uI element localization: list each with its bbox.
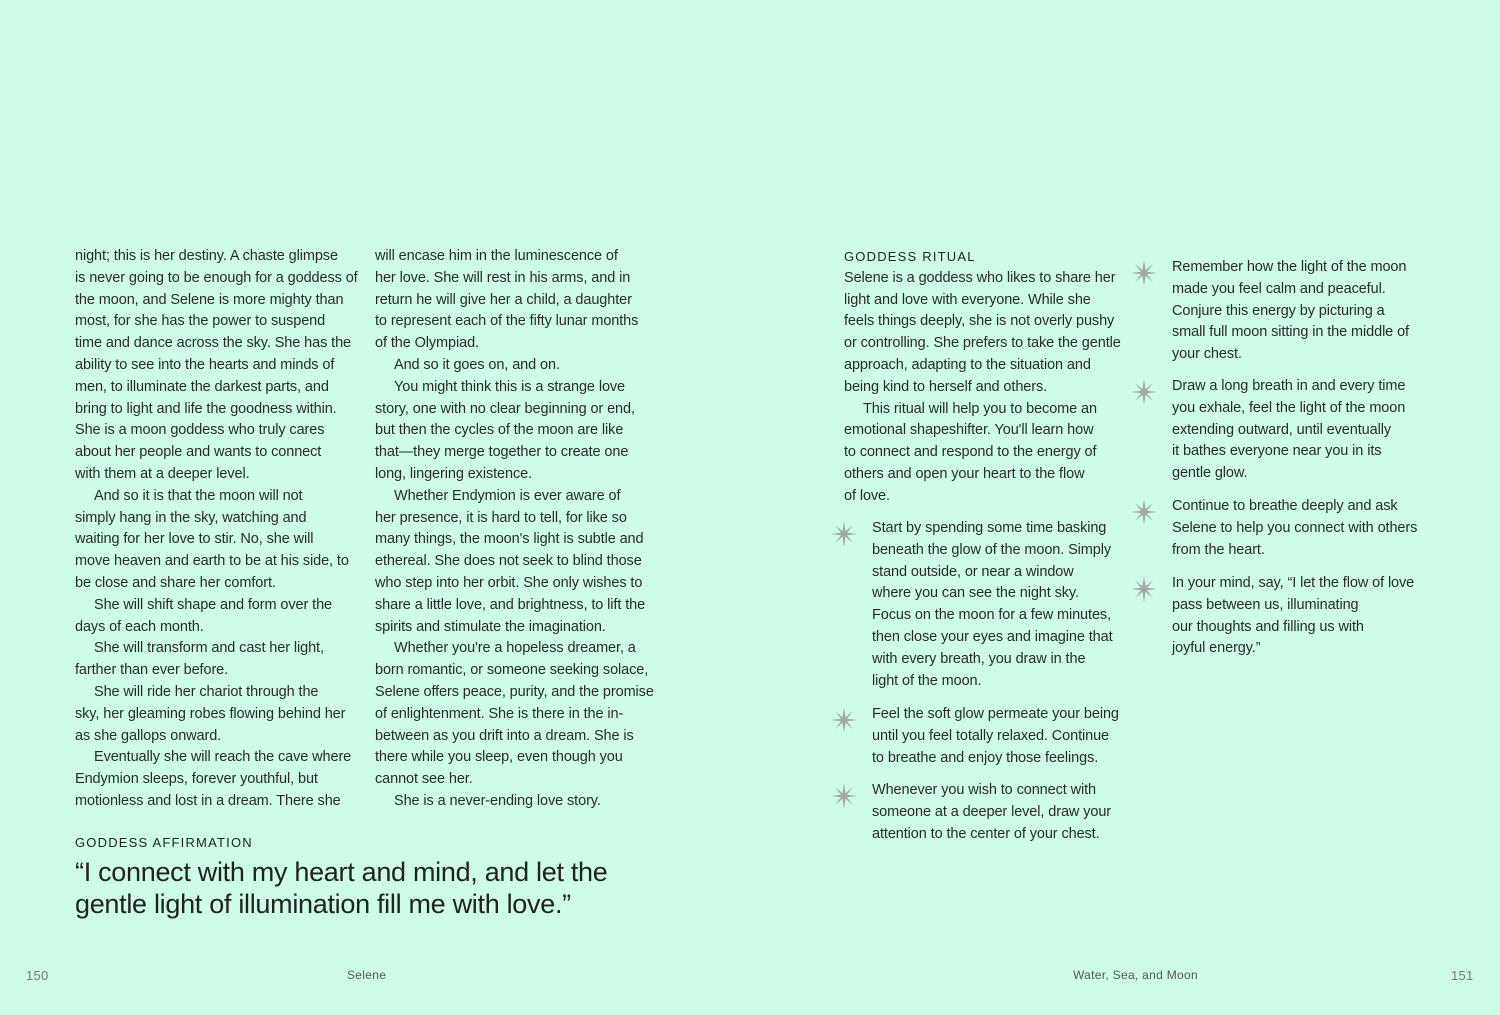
text-line: being kind to herself and others. xyxy=(844,378,1048,395)
text-line: until you feel totally relaxed. Continue xyxy=(872,727,1110,744)
text-line: small full moon sitting in the middle of xyxy=(1172,324,1409,341)
text-line: She is a moon goddess who truly cares xyxy=(75,422,325,439)
text-line: her love. She will rest in his arms, and in xyxy=(375,269,631,286)
text-line: there while you sleep, even though you xyxy=(375,749,623,766)
text-line: farther than ever before. xyxy=(75,662,229,679)
ritual-step-1 xyxy=(872,518,1113,692)
text-line: This ritual will help you to become an xyxy=(863,400,1097,417)
text-line: stand outside, or near a window xyxy=(872,563,1074,580)
text-line: share a little love, and brightness, to lift the xyxy=(375,596,646,613)
text-line: Remember how the light of the moon xyxy=(1172,259,1407,275)
text-line: then close your eyes and imagine that xyxy=(872,628,1113,645)
text-line: She will ride her chariot through the xyxy=(94,683,319,700)
text-line: approach, adapting to the situation and xyxy=(844,356,1091,373)
text-line: others and open your heart to the flow xyxy=(844,465,1085,482)
text-line: long, lingering existence. xyxy=(375,465,532,482)
ritual-step-6 xyxy=(1172,496,1417,561)
text-line: about her people and wants to connect xyxy=(75,444,322,461)
text-line: spirits and stimulate the imagination. xyxy=(375,618,606,635)
text-line: ethereal. She does not seek to blind those xyxy=(375,553,642,570)
text-line: or controlling. She prefers to take the gentle xyxy=(844,335,1121,352)
text-line: light of the moon. xyxy=(872,672,982,689)
text-line: Feel the soft glow permeate your being xyxy=(872,706,1119,722)
text-line: In your mind, say, “I let the flow of love xyxy=(1172,575,1415,591)
text-line: of the Olympiad. xyxy=(375,335,479,352)
star-icon xyxy=(1130,259,1158,287)
star-icon xyxy=(830,782,858,810)
text-line: Whenever you wish to connect with xyxy=(872,782,1096,798)
ritual-step-2 xyxy=(872,704,1119,769)
text-line: And so it goes on, and on. xyxy=(394,356,560,373)
text-line: with them at a deeper level. xyxy=(75,465,250,482)
text-line: Focus on the moon for a few minutes, xyxy=(872,607,1111,624)
text-line: She is a never-ending love story. xyxy=(394,792,601,809)
text-line: it bathes everyone near you in its xyxy=(1172,443,1382,460)
text-line: She will transform and cast her light, xyxy=(94,640,324,657)
text-line: beneath the glow of the moon. Simply xyxy=(872,541,1112,558)
star-icon xyxy=(1130,498,1158,526)
text-line: light and love with everyone. While she xyxy=(844,291,1091,308)
text-line: men, to illuminate the darkest parts, and xyxy=(75,378,329,395)
text-line: but then the cycles of the moon are like xyxy=(375,422,624,439)
text-line: move heaven and earth to be at his side, to xyxy=(75,553,349,570)
text-line: Whether you're a hopeless dreamer, a xyxy=(394,640,636,657)
text-line: joyful energy.” xyxy=(1172,640,1261,657)
text-line: born romantic, or someone seeking solace, xyxy=(375,662,649,679)
text-line: to represent each of the fifty lunar months xyxy=(375,313,639,330)
left-column-1 xyxy=(75,246,358,813)
page-number-left: 150 xyxy=(26,968,49,983)
text-line: is never going to be enough for a goddess of xyxy=(75,269,358,286)
text-line: attention to the center of your chest. xyxy=(872,825,1100,842)
text-line: Selene offers peace, purity, and the promise xyxy=(375,683,654,700)
text-line: most, for she has the power to suspend xyxy=(75,313,326,330)
star-icon xyxy=(1130,575,1158,603)
text-line: Eventually she will reach the cave where xyxy=(94,749,352,766)
text-line: You might think this is a strange love xyxy=(394,378,626,395)
text-line: made you feel calm and peaceful. xyxy=(1172,280,1386,297)
text-line: to connect and respond to the energy of xyxy=(844,444,1097,461)
text-line: you exhale, feel the light of the moon xyxy=(1172,399,1406,416)
text-line: ability to see into the hearts and minds of xyxy=(75,356,335,373)
text-line: with every breath, you draw in the xyxy=(872,650,1086,667)
star-icon xyxy=(830,706,858,734)
text-line: story, one with no clear beginning or end, xyxy=(375,400,635,417)
text-line: time and dance across the sky. She has the xyxy=(75,335,352,352)
text-line: sky, her gleaming robes flowing behind her xyxy=(75,705,346,722)
text-line: extending outward, until eventually xyxy=(1172,421,1391,438)
text-line: bring to light and life the goodness within. xyxy=(75,400,337,417)
text-line: where you can see the night sky. xyxy=(872,585,1079,602)
text-line: her presence, it is hard to tell, for like so xyxy=(375,509,627,526)
ritual-step-5 xyxy=(1172,376,1405,485)
text-line: will encase him in the luminescence of xyxy=(375,248,618,264)
text-line: Whether Endymion is ever aware of xyxy=(394,487,621,504)
text-line: emotional shapeshifter. You'll learn how xyxy=(844,422,1094,439)
text-line: Selene to help you connect with others xyxy=(1172,519,1418,536)
running-head-left: Selene xyxy=(347,968,387,982)
ritual-step-3 xyxy=(872,780,1111,845)
text-line: Draw a long breath in and every time xyxy=(1172,378,1406,394)
text-line: Continue to breathe deeply and ask xyxy=(1172,498,1398,514)
text-line: And so it is that the moon will not xyxy=(94,487,303,504)
running-head-right: Water, Sea, and Moon xyxy=(1073,968,1198,982)
quote-line: “I connect with my heart and mind, and let the xyxy=(75,857,608,887)
text-line: gentle glow. xyxy=(1172,465,1248,482)
text-line: that—they merge together to create one xyxy=(375,444,629,461)
text-line: pass between us, illuminating xyxy=(1172,596,1359,613)
text-line: Endymion sleeps, forever youthful, but xyxy=(75,771,318,788)
left-column-2 xyxy=(375,246,654,813)
page-number-right: 151 xyxy=(1451,968,1474,983)
text-line: between as you drift into a dream. She is xyxy=(375,727,634,744)
ritual-step-4 xyxy=(1172,257,1409,366)
text-line: of enlightenment. She is there in the in- xyxy=(375,705,624,722)
star-icon xyxy=(830,520,858,548)
text-line: Selene is a goddess who likes to share her xyxy=(844,269,1116,286)
text-line: night; this is her destiny. A chaste glimpse xyxy=(75,248,338,264)
text-line: your chest. xyxy=(1172,346,1242,363)
text-line: many things, the moon's light is subtle and xyxy=(375,531,644,548)
text-line: someone at a deeper level, draw your xyxy=(872,803,1112,820)
text-line: of love. xyxy=(844,487,890,504)
text-line: She will shift shape and form over the xyxy=(94,596,332,613)
text-line: motionless and lost in a dream. There she xyxy=(75,792,341,809)
text-line: our thoughts and filling us with xyxy=(1172,618,1364,635)
quote-line: gentle light of illumination fill me with love.” xyxy=(75,889,571,919)
text-line: days of each month. xyxy=(75,618,204,635)
text-line: the moon, and Selene is more mighty than xyxy=(75,291,344,308)
affirmation-heading: GODDESS AFFIRMATION xyxy=(75,835,253,850)
text-line: feels things deeply, she is not overly pushy xyxy=(844,313,1115,330)
ritual-intro xyxy=(844,246,1121,508)
text-line: Start by spending some time basking xyxy=(872,520,1107,536)
text-line: simply hang in the sky, watching and xyxy=(75,509,307,526)
text-line: return he will give her a child, a daughter xyxy=(375,291,632,308)
ritual-step-7 xyxy=(1172,573,1414,660)
text-line: be close and share her comfort. xyxy=(75,574,276,591)
text-line: waiting for her love to stir. No, she will xyxy=(75,531,314,548)
ritual-heading: GODDESS RITUAL xyxy=(844,249,976,264)
star-icon xyxy=(1130,378,1158,406)
text-line: as she gallops onward. xyxy=(75,727,222,744)
text-line: who step into her orbit. She only wishes to xyxy=(375,574,643,591)
text-line: to breathe and enjoy those feelings. xyxy=(872,749,1099,766)
text-line: Conjure this energy by picturing a xyxy=(1172,302,1385,319)
text-line: from the heart. xyxy=(1172,541,1265,558)
text-line: cannot see her. xyxy=(375,771,473,788)
affirmation-quote xyxy=(75,856,608,920)
